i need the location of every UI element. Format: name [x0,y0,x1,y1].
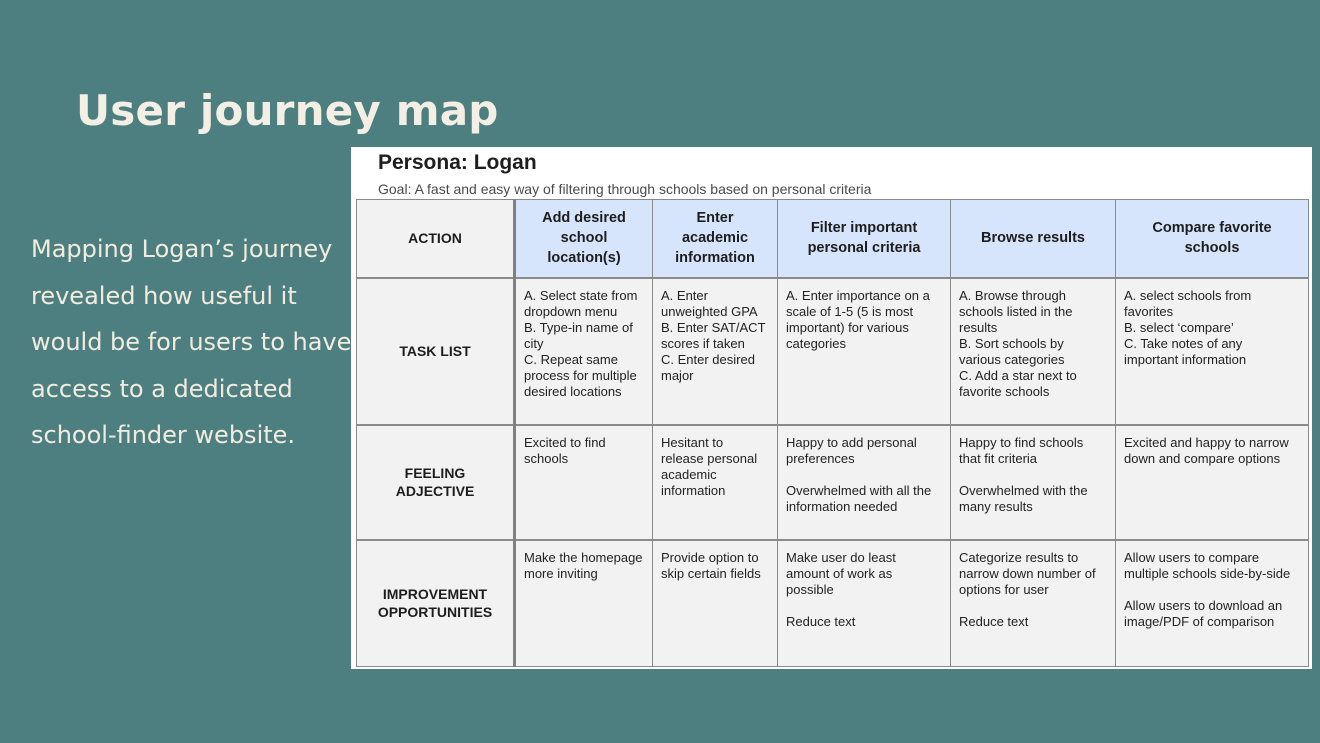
table-cell: Excited to find schools [515,425,653,540]
table-row-feeling-adjective [357,425,1309,540]
table-cell: Make the homepage more inviting [515,540,653,667]
row-header-task-list: TASK LIST [357,278,515,425]
slide-title: User journey map [76,86,499,135]
table-cell: A. Browse through schools listed in the results B. Sort schools by various categories C. Add a star next to favorite schools [951,278,1116,425]
corner-header-action: ACTION [357,200,515,278]
slide-description: Mapping Logan’s journey revealed how useful it would be for users to have access to a dedicated school-finder website. [31,235,352,449]
table-cell: A. select schools from favorites B. select ‘compare’ C. Take notes of any important information [1116,278,1309,425]
table-cell: A. Enter unweighted GPA B. Enter SAT/ACT scores if taken C. Enter desired major [653,278,778,425]
table-cell: Make user do least amount of work as possible Reduce text [778,540,951,667]
persona-goal: Goal: A fast and easy way of filtering through schools based on personal criteria [378,181,872,197]
journey-map-table [356,199,1309,667]
table-cell: A. Select state from dropdown menu B. Type-in name of city C. Repeat same process for multiple desired locations [515,278,653,425]
table-cell: Provide option to skip certain fields [653,540,778,667]
column-header-academic-info: Enter academic information [653,200,778,278]
table-cell: Hesitant to release personal academic information [653,425,778,540]
table-row-task-list [357,278,1309,425]
table-row-improvement-opportunities [357,540,1309,667]
header-row [357,200,1309,278]
table-cell: Happy to add personal preferences Overwhelmed with all the information needed [778,425,951,540]
column-header-add-location: Add desired school location(s) [515,200,653,278]
row-header-feeling-adjective: FEELING ADJECTIVE [357,425,515,540]
journey-map-card [351,147,1312,669]
table-cell: Categorize results to narrow down number of options for user Reduce text [951,540,1116,667]
column-header-browse-results: Browse results [951,200,1116,278]
table-cell: A. Enter importance on a scale of 1-5 (5 is most important) for various categories [778,278,951,425]
column-header-filter-criteria: Filter important personal criteria [778,200,951,278]
column-header-compare-favorites: Compare favorite schools [1116,200,1309,278]
table-cell: Happy to find schools that fit criteria Overwhelmed with the many results [951,425,1116,540]
table-cell: Allow users to compare multiple schools side-by-side Allow users to download an image/PDF of comparison [1116,540,1309,667]
table-cell: Excited and happy to narrow down and compare options [1116,425,1309,540]
persona-title: Persona: Logan [378,151,537,174]
row-header-improvement-opportunities: IMPROVEMENT OPPORTUNITIES [357,540,515,667]
